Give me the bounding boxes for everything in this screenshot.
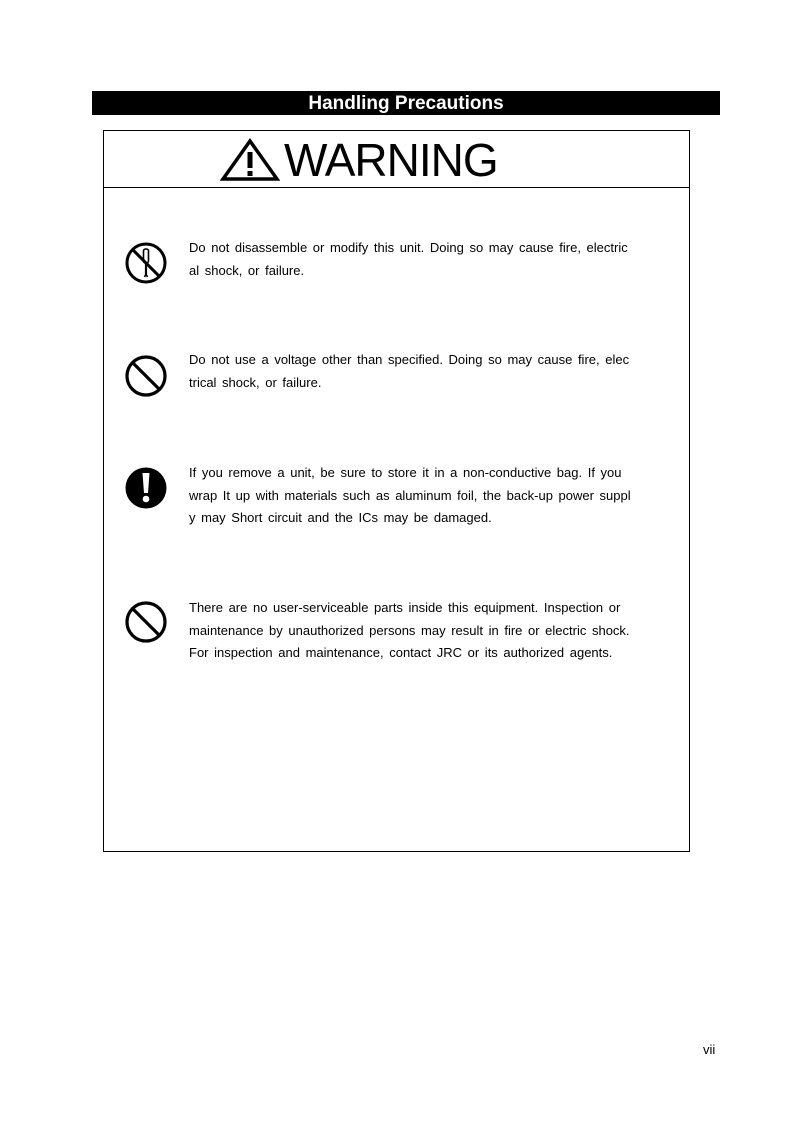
no-disassembly-icon <box>124 241 168 285</box>
warning-text-line: al shock, or failure. <box>189 262 305 278</box>
warning-text-line: y may Short circuit and the ICs may be damaged. <box>189 510 492 525</box>
warning-text-line: Do not disassemble or modify this unit. Doing so may cause fire, electric <box>189 240 628 255</box>
warning-triangle-icon <box>220 138 280 182</box>
warning-header <box>104 131 689 188</box>
warning-heading: WARNING <box>284 134 498 186</box>
page-title: Handling Precautions <box>92 91 720 115</box>
warning-text-line: For inspection and maintenance, contact JRC or its authorized agents. <box>189 645 613 660</box>
warning-text-line: Do not use a voltage other than specified. Doing so may cause fire, elec <box>189 352 630 367</box>
warning-text-line: maintenance by unauthorized persons may result in fire or electric shock. <box>189 622 630 638</box>
prohibition-icon <box>124 354 168 398</box>
warning-text-line: If you remove a unit, be sure to store it in a non-conductive bag. If you <box>189 465 622 480</box>
mandatory-action-icon <box>124 466 168 510</box>
prohibition-icon <box>124 600 168 644</box>
warning-text-line: trical shock, or failure. <box>189 374 322 390</box>
warning-box <box>103 130 690 852</box>
warning-text-line: wrap It up with materials such as aluminum foil, the back-up power suppl <box>189 487 631 503</box>
page-number: vii <box>703 1042 716 1057</box>
warning-text-line: There are no user-serviceable parts inside this equipment. Inspection or <box>189 600 621 615</box>
